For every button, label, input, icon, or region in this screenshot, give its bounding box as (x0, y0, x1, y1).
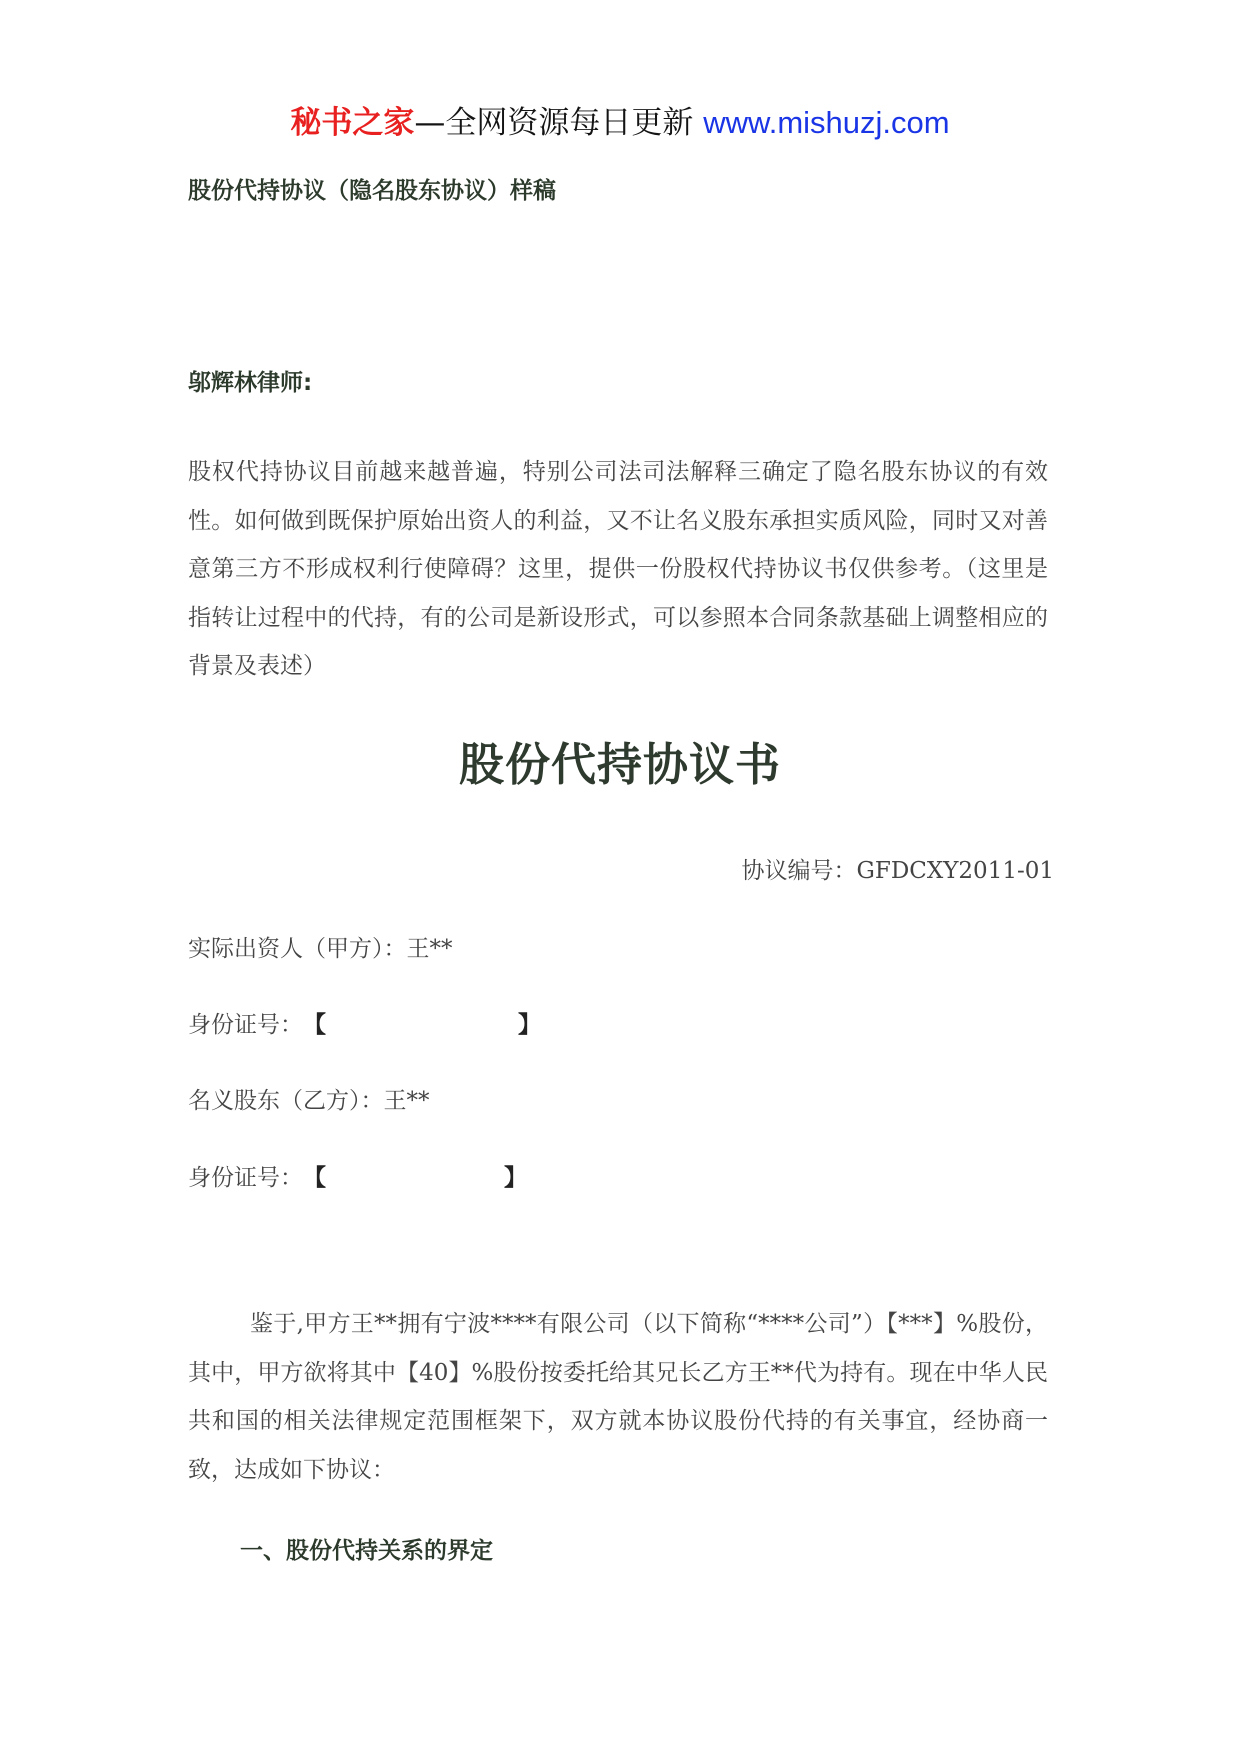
party-b-id-label: 身份证号： (188, 1165, 303, 1191)
document-heading: 股份代持协议（隐名股东协议）样稿 (188, 178, 556, 204)
section-heading-1: 一、股份代持关系的界定 (240, 1538, 493, 1564)
recital-paragraph (188, 1300, 1048, 1494)
party-b-id-field: 【 】 (303, 1164, 527, 1191)
site-banner (0, 100, 1240, 146)
intro-text: 股权代持协议目前越来越普遍，特别公司法司法解释三确定了隐名股东协议的有效性。如何做到既保护原始出资人的利益，又不让名义股东承担实质风险，同时又对善意第三方不形成权利行使障碍？这里，提供一份股权代持协议书仅供参考。（这里是指转让过程中的代持，有的公司是新设形式，可以参照本合同条款基础上调整相应的背景及表述） (188, 459, 1048, 679)
party-b-line: 名义股东（乙方）：王** (188, 1088, 430, 1114)
agreement-number: 协议编号：GFDCXY2011-01 (741, 858, 1054, 884)
author-line: 邬辉林律师: (188, 370, 313, 396)
banner-tagline: —全网资源每日更新 (414, 105, 704, 141)
intro-paragraph (188, 448, 1048, 691)
party-a-id-line (188, 1006, 541, 1039)
party-a-id-field: 【 】 (303, 1011, 541, 1038)
banner-brand: 秘书之家 (290, 105, 415, 141)
party-a-id-label: 身份证号： (188, 1012, 303, 1038)
recital-text: 鉴于,甲方王**拥有宁波****有限公司（以下简称“****公司”）【***】%股份，其中，甲方欲将其中【40】%股份按委托给其兄长乙方王**代为持有。现在中华人民共和国的相关法律规定范围框架下，双方就本协议股份代持的有关事宜，经协商一致，达成如下协议： (188, 1311, 1048, 1483)
banner-url-link[interactable]: www.mishuzj.com (703, 105, 950, 140)
party-b-id-line (188, 1159, 527, 1192)
agreement-title: 股份代持协议书 (458, 738, 781, 791)
party-a-line: 实际出资人（甲方）：王** (188, 936, 453, 962)
